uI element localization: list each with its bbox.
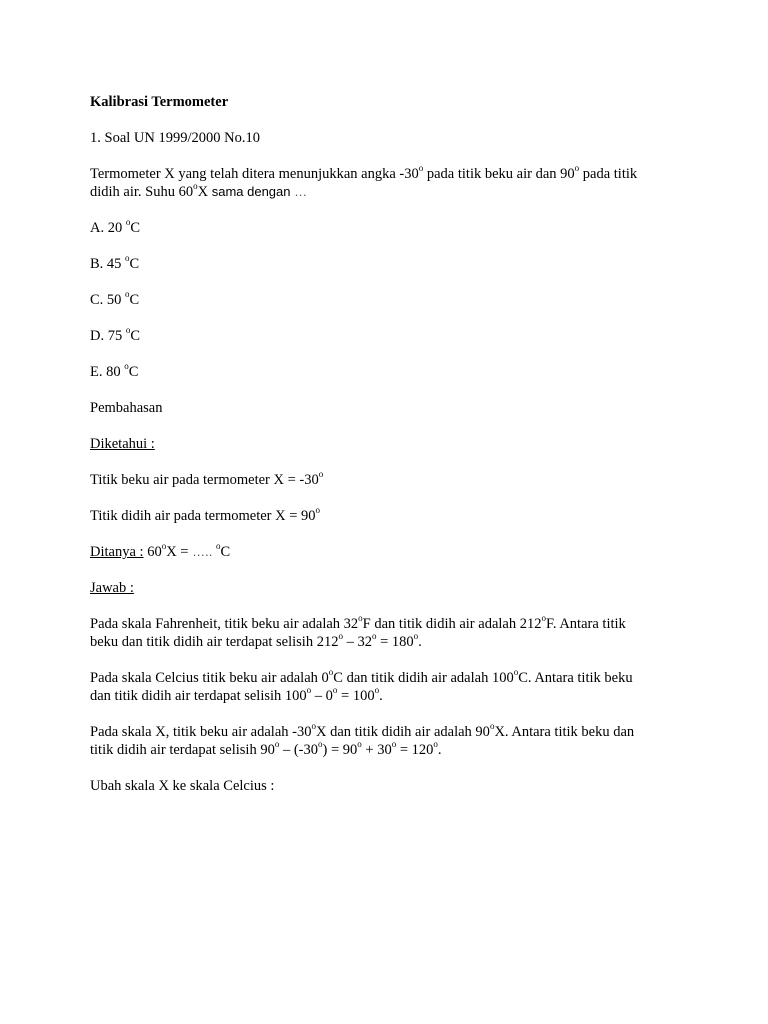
option-c: C. 50 $^o$C [90, 289, 140, 308]
option-b: B. 45 $^o$C [90, 253, 140, 272]
known-freezing-point: Titik beku air pada termometer $X = -30^o$ [90, 469, 324, 488]
option-e: E. 80 $^o$C [90, 361, 139, 380]
fahrenheit-line-2: beku dan titik didih air terdapat selisih $212^o - 32^o = 180^o$. [90, 631, 422, 650]
known-boiling-point: Titik didih air pada termometer $X = 90^o$ [90, 505, 321, 524]
discussion-heading: Pembahasan [90, 400, 163, 416]
xscale-line-1: Pada skala X, titik beku air adalah -30$^o$X dan titik didih air adalah 90$^o$X. Antara titik beku dan [90, 721, 635, 740]
xscale-line-2: titik didih air terdapat selisih $90^o - (-30^o) = 90^o + 30^o = 120^o$. [90, 739, 442, 758]
fahrenheit-line-1: Pada skala Fahrenheit, titik beku air adalah 32$^o$F dan titik didih air adalah 212$^o$F. Antara titik [90, 613, 626, 632]
document-title: Kalibrasi Termometer [90, 94, 229, 110]
known-heading: Diketahui : [90, 436, 155, 452]
option-a: A. 20 $^o$C [90, 217, 141, 236]
question-line-1: Termometer X yang telah ditera menunjukkan angka -30$^o$ pada titik beku air dan 90$^o$ pada titik [90, 163, 638, 182]
celcius-line-2: dan titik didih air terdapat selisih $100^o - 0^o = 100^o$. [90, 685, 383, 704]
answer-heading: Jawab : [90, 580, 134, 596]
option-d: D. 75 $^o$C [90, 325, 141, 344]
question-number: 1. Soal UN 1999/2000 No.10 [90, 130, 260, 146]
celcius-line-1: Pada skala Celcius titik beku air adalah 0$^o$C dan titik didih air adalah 100$^o$C. Antara titik beku [90, 667, 633, 686]
convert-instruction: Ubah skala X ke skala Celcius : [90, 778, 275, 794]
question-line-2: didih air. Suhu 60$^o$X sama dengan … [90, 181, 308, 200]
asked-line: Ditanya : $60^oX$ = ….. $^o$C [90, 541, 231, 560]
